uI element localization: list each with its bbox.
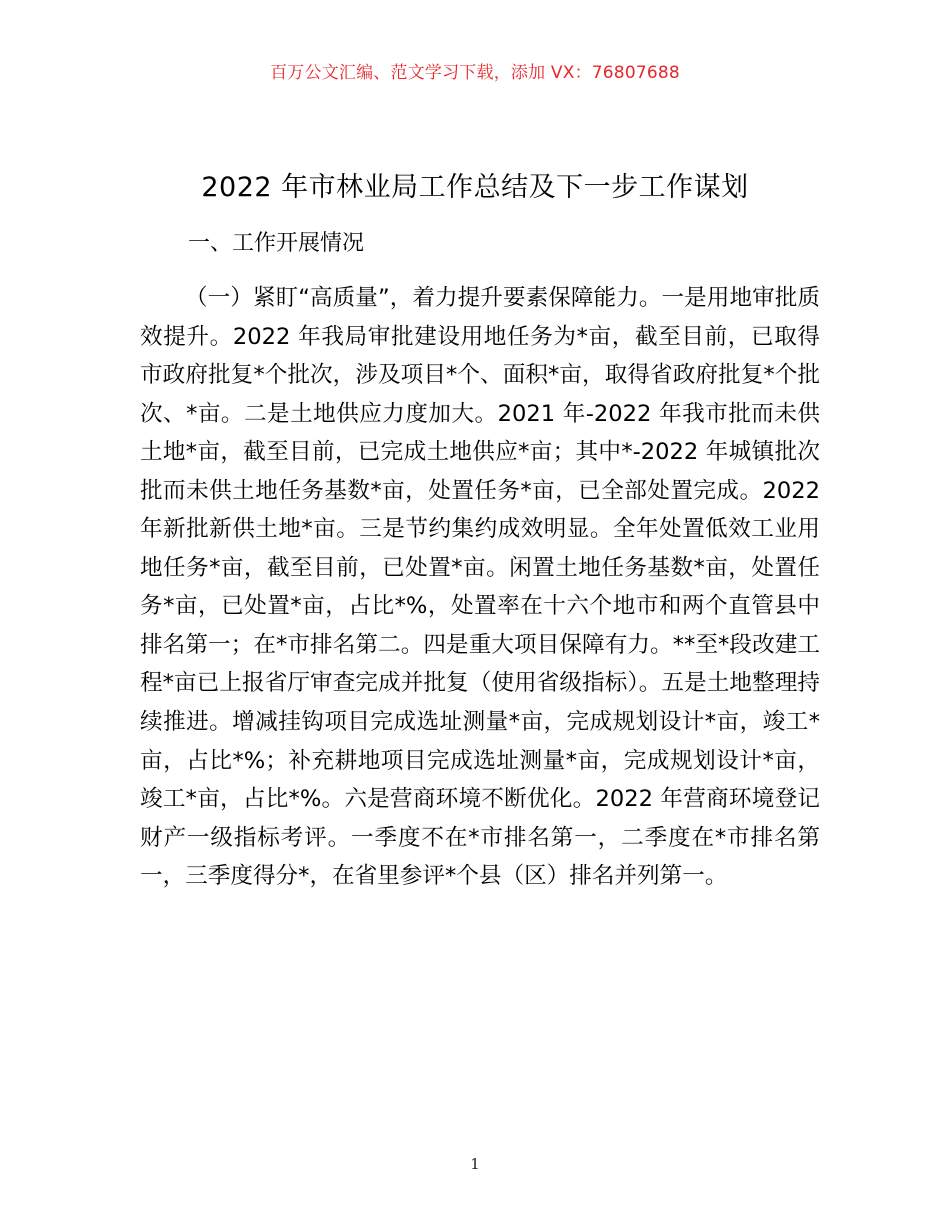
body-paragraph: （一）紧盯“高质量”，着力提升要素保障能力。一是用地审批质效提升。2022 年我局审批建设用地任务为*亩，截至目前，已取得市政府批复*个批次，涉及项目*个、面积*亩，取得省政府批复*个批次、*亩。二是土地供应力度加大。2021 年-2022 年我市批而未供土地*亩，截至目前，已完成土地供应*亩；其中*-2022 年城镇批次批而未供土地任务基数*亩，处置任务*亩，已全部处置完成。2022 年新批新供土地*亩。三是节约集约成效明显。全年处置低效工业用地任务*亩，截至目前，已处置*亩。闲置土地任务基数*亩，处置任务*亩，已处置*亩，占比*%，处置率在十六个地市和两个直管县中排名第一；在*市排名第二。四是重大项目保障有力。**至*段改建工程*亩已上报省厅审查完成并批复（使用省级指标）。五是土地整理持续推进。增减挂钩项目完成选址测量*亩，完成规划设计*亩，竣工*亩，占比*%；补充耕地项目完成选址测量*亩，完成规划设计*亩，竣工*亩，占比*%。六是营商环境不断优化。2022 年营商环境登记财产一级指标考评。一季度不在*市排名第一，二季度在*市排名第一，三季度得分*，在省里参评*个县（区）排名并列第一。 [140,285,820,890]
document-title: 2022 年市林业局工作总结及下一步工作谋划 [201,172,749,203]
section-heading: 一、工作开展情况 [188,231,365,256]
page-number: 1 [470,1155,480,1173]
watermark-header: 百万公文汇编、范文学习下载，添加 VX：76807688 [270,63,680,83]
